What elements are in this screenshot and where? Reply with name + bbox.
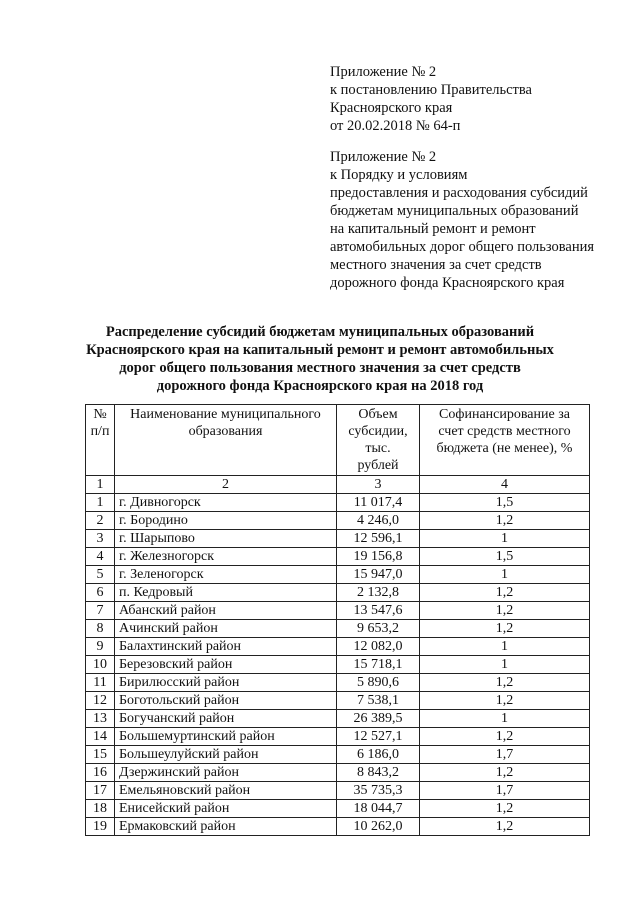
cell-rate: 1,7 — [420, 746, 590, 764]
document-title — [60, 323, 580, 395]
cell-name: Енисейский район — [115, 800, 337, 818]
cell-amount: 12 527,1 — [337, 728, 420, 746]
table-row — [86, 638, 590, 656]
header-rate — [420, 405, 590, 476]
cell-name: Балахтинский район — [115, 638, 337, 656]
cell-rate: 1 — [420, 638, 590, 656]
cell-amount: 10 262,0 — [337, 818, 420, 836]
cell-num: 3 — [86, 530, 115, 548]
appendix-line: дорожного фонда Красноярского края — [330, 275, 565, 291]
table-row — [86, 566, 590, 584]
cell-amount: 9 653,2 — [337, 620, 420, 638]
header-line: Наименование муниципального — [130, 407, 321, 422]
appendix-line: Приложение № 2 — [330, 64, 437, 80]
appendix-line: от 20.02.2018 № 64-п — [330, 118, 461, 134]
header-line: субсидии, — [348, 424, 408, 439]
cell-num: 4 — [86, 548, 115, 566]
appendix-line: предоставления и расходования субсидий — [330, 185, 588, 201]
column-number: 3 — [337, 476, 420, 494]
cell-num: 6 — [86, 584, 115, 602]
cell-amount: 12 082,0 — [337, 638, 420, 656]
table-row — [86, 656, 590, 674]
header-line: № — [93, 407, 107, 422]
header-line: п/п — [90, 424, 110, 439]
header-num — [86, 405, 115, 476]
cell-name: Ачинский район — [115, 620, 337, 638]
cell-amount: 2 132,8 — [337, 584, 420, 602]
title-line: дорожного фонда Красноярского края на 2018 год — [156, 378, 484, 394]
cell-name: Большеулуйский район — [115, 746, 337, 764]
table-row — [86, 710, 590, 728]
cell-rate: 1,2 — [420, 512, 590, 530]
cell-rate: 1,2 — [420, 800, 590, 818]
cell-num: 9 — [86, 638, 115, 656]
cell-amount: 5 890,6 — [337, 674, 420, 692]
cell-name: Абанский район — [115, 602, 337, 620]
cell-num: 10 — [86, 656, 115, 674]
table-row — [86, 602, 590, 620]
cell-num: 2 — [86, 512, 115, 530]
cell-num: 1 — [86, 494, 115, 512]
cell-num: 8 — [86, 620, 115, 638]
appendix-line: к постановлению Правительства — [330, 82, 532, 98]
cell-num: 7 — [86, 602, 115, 620]
cell-num: 16 — [86, 764, 115, 782]
appendix-line: бюджетам муниципальных образований — [330, 203, 579, 219]
header-line: Объем — [358, 407, 398, 422]
cell-rate: 1 — [420, 566, 590, 584]
cell-name: Богучанский район — [115, 710, 337, 728]
table-row — [86, 584, 590, 602]
cell-name: Емельяновский район — [115, 782, 337, 800]
appendix-line: Красноярского края — [330, 100, 453, 116]
cell-num: 13 — [86, 710, 115, 728]
header-line: образования — [188, 424, 263, 439]
title-line: Красноярского края на капитальный ремонт и ремонт автомобильных — [86, 342, 554, 358]
column-number-row — [86, 476, 590, 494]
cell-num: 17 — [86, 782, 115, 800]
cell-rate: 1,2 — [420, 692, 590, 710]
cell-rate: 1,2 — [420, 728, 590, 746]
title-line: дорог общего пользования местного значения за счет средств — [119, 360, 521, 376]
cell-amount: 12 596,1 — [337, 530, 420, 548]
header-name — [115, 405, 337, 476]
cell-name: Бирилюсский район — [115, 674, 337, 692]
cell-name: г. Железногорск — [115, 548, 337, 566]
table-row — [86, 620, 590, 638]
column-number: 2 — [115, 476, 337, 494]
cell-num: 15 — [86, 746, 115, 764]
header-amount — [337, 405, 420, 476]
cell-rate: 1,5 — [420, 548, 590, 566]
cell-num: 19 — [86, 818, 115, 836]
cell-amount: 15 947,0 — [337, 566, 420, 584]
cell-name: Большемуртинский район — [115, 728, 337, 746]
column-number: 4 — [420, 476, 590, 494]
cell-num: 18 — [86, 800, 115, 818]
table-row — [86, 764, 590, 782]
cell-name: Ермаковский район — [115, 818, 337, 836]
header-line: бюджета (не менее), % — [436, 441, 573, 456]
table-row — [86, 728, 590, 746]
cell-rate: 1,2 — [420, 764, 590, 782]
cell-name: п. Кедровый — [115, 584, 337, 602]
table-row — [86, 494, 590, 512]
table-row — [86, 674, 590, 692]
cell-amount: 26 389,5 — [337, 710, 420, 728]
table-row — [86, 530, 590, 548]
cell-amount: 35 735,3 — [337, 782, 420, 800]
cell-rate: 1,2 — [420, 602, 590, 620]
table-row — [86, 800, 590, 818]
table-row — [86, 818, 590, 836]
table-header-row — [86, 405, 590, 476]
cell-amount: 19 156,8 — [337, 548, 420, 566]
table-row — [86, 692, 590, 710]
cell-num: 11 — [86, 674, 115, 692]
table-row — [86, 548, 590, 566]
cell-rate: 1 — [420, 710, 590, 728]
table-row — [86, 746, 590, 764]
title-line: Распределение субсидий бюджетам муниципальных образований — [105, 324, 535, 340]
cell-num: 12 — [86, 692, 115, 710]
cell-rate: 1,2 — [420, 674, 590, 692]
cell-amount: 13 547,6 — [337, 602, 420, 620]
appendix-line: автомобильных дорог общего пользования — [330, 239, 595, 255]
cell-rate: 1 — [420, 530, 590, 548]
header-line: счет средств местного — [438, 424, 571, 439]
cell-amount: 7 538,1 — [337, 692, 420, 710]
cell-rate: 1,2 — [420, 818, 590, 836]
appendix-line: на капитальный ремонт и ремонт — [330, 221, 536, 237]
cell-amount: 6 186,0 — [337, 746, 420, 764]
cell-num: 14 — [86, 728, 115, 746]
appendix-procedure-block — [330, 148, 594, 292]
cell-name: г. Дивногорск — [115, 494, 337, 512]
header-line: рублей — [357, 458, 399, 473]
cell-name: г. Бородино — [115, 512, 337, 530]
appendix-line: Приложение № 2 — [330, 149, 437, 165]
cell-num: 5 — [86, 566, 115, 584]
cell-rate: 1,7 — [420, 782, 590, 800]
appendix-resolution-block — [330, 63, 532, 135]
cell-amount: 4 246,0 — [337, 512, 420, 530]
cell-amount: 8 843,2 — [337, 764, 420, 782]
appendix-line: к Порядку и условиям — [330, 167, 468, 183]
cell-name: Дзержинский район — [115, 764, 337, 782]
cell-rate: 1,2 — [420, 584, 590, 602]
cell-amount: 15 718,1 — [337, 656, 420, 674]
table-row — [86, 512, 590, 530]
cell-name: Боготольский район — [115, 692, 337, 710]
cell-name: г. Зеленогорск — [115, 566, 337, 584]
cell-name: г. Шарыпово — [115, 530, 337, 548]
column-number: 1 — [86, 476, 115, 494]
header-line: Софинансирование за — [439, 407, 570, 422]
table-row — [86, 782, 590, 800]
cell-amount: 18 044,7 — [337, 800, 420, 818]
cell-rate: 1,2 — [420, 620, 590, 638]
subsidy-table — [85, 404, 590, 836]
cell-rate: 1,5 — [420, 494, 590, 512]
cell-amount: 11 017,4 — [337, 494, 420, 512]
cell-name: Березовский район — [115, 656, 337, 674]
header-line: тыс. — [365, 441, 391, 456]
cell-rate: 1 — [420, 656, 590, 674]
appendix-line: местного значения за счет средств — [330, 257, 542, 273]
